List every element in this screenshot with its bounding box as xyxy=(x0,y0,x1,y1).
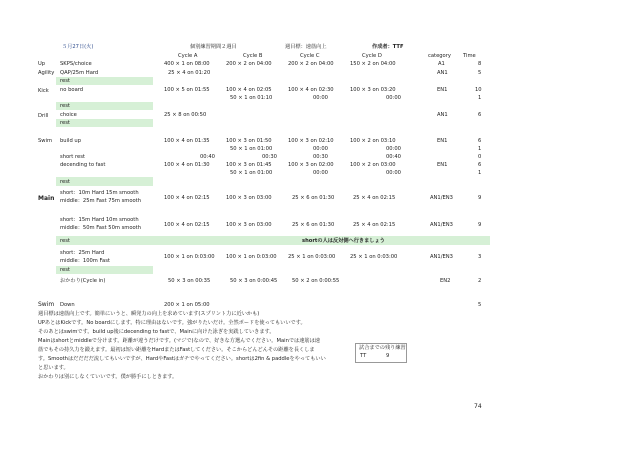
cycle-c-cell: 100 × 3 on 02:10 xyxy=(288,138,334,144)
time-cell: 6 xyxy=(478,112,482,118)
menu-cell: middle：25m Fast 75m smooth xyxy=(60,198,142,204)
time-header: Time xyxy=(463,53,476,59)
cycle-c-cell: 100 × 3 on 02:00 xyxy=(288,162,334,168)
cycle-c-cell: 25 × 6 on 01:30 xyxy=(292,222,335,228)
category-header: category xyxy=(428,53,451,59)
cycle-a-cell: 100 × 4 on 01:35 xyxy=(164,138,210,144)
time-cell: 10 xyxy=(475,87,482,93)
category-cell: EN1 xyxy=(437,138,448,144)
cycle-b-cell: 100 × 3 on 03:00 xyxy=(226,195,272,201)
cycle-a-cell: 200 × 1 on 05:00 xyxy=(164,302,210,308)
note-line: 筋でもその持久力を鍛えます。最初は短い距離をHardまたはFastしてください。そこからどんどんその距離を長くしま xyxy=(38,347,315,353)
menu-cell: middle：100m Fast xyxy=(60,258,110,264)
cycle-b-cell: 100 × 3 on 01:50 xyxy=(226,138,272,144)
cycle-a-header: Cycle A xyxy=(178,53,198,59)
rest-label: rest xyxy=(60,237,70,244)
remaining-practice-box xyxy=(355,343,407,363)
remaining-title: 試合までの残り練習 xyxy=(359,345,406,351)
cycle-a-cell: 100 × 4 on 02:15 xyxy=(164,195,210,201)
page-number: 74 xyxy=(474,403,482,410)
cycle-c-cell: 00:00 xyxy=(313,146,328,152)
category-cell: A1 xyxy=(438,61,445,67)
time-cell: 1 xyxy=(478,146,482,152)
section-label: Drill xyxy=(38,113,49,119)
cycle-a-cell: 100 × 1 on 0:03:00 xyxy=(164,254,215,260)
cycle-d-cell: 00:40 xyxy=(386,154,401,160)
rest-label: rest xyxy=(60,78,70,84)
cycle-b-cell: 100 × 1 on 0:03:00 xyxy=(226,254,277,260)
note-line: UPあとはKickです。No boardにします。特に理由はないです。強がりたいだけ。全然ボードを使ってもいいです。 xyxy=(38,320,306,326)
note-line: Mainはshortとmiddleで分けます。距離が違うだけです。(マジで)なので、好きな方選んでください。Mainでは速筋は速 xyxy=(38,338,320,344)
time-cell: 5 xyxy=(478,302,482,308)
cycle-a-cell: 50 × 3 on 00:35 xyxy=(168,278,211,284)
note-line: 週目標は速筋向上です。簡単にいうと、瞬発力の向上を求めています(スプリント力に近いかも) xyxy=(38,311,260,317)
cycle-b-cell: 50 × 1 on 01:00 xyxy=(230,146,273,152)
section-label: Swim xyxy=(38,301,55,308)
cycle-d-cell: 100 × 3 on 03:20 xyxy=(350,87,396,93)
note-line: と思います。 xyxy=(38,365,69,371)
menu-cell: middle：50m Fast 50m smooth xyxy=(60,225,142,231)
cycle-d-cell: 25 × 4 on 02:15 xyxy=(353,222,396,228)
category-cell: EN1 xyxy=(437,162,448,168)
menu-cell: choice xyxy=(60,112,77,118)
cycle-c-cell: 200 × 2 on 04:00 xyxy=(288,61,334,67)
cycle-b-cell: 50 × 1 on 01:00 xyxy=(230,170,273,176)
cycle-a-cell: 100 × 4 on 01:30 xyxy=(164,162,210,168)
cycle-c-cell: 00:00 xyxy=(313,95,328,101)
header-date: ５月27日(火) xyxy=(62,44,94,50)
cycle-a-cell: 25 × 4 on 01:20 xyxy=(168,70,211,76)
cycle-b-cell: 100 × 3 on 01:45 xyxy=(226,162,272,168)
menu-cell: QAP/25m Hard xyxy=(60,70,99,76)
cycle-d-cell: 00:00 xyxy=(386,95,401,101)
section-label: Up xyxy=(38,61,46,67)
cycle-c-cell: 25 × 1 on 0:03:00 xyxy=(288,254,336,260)
cycle-c-cell: 50 × 2 on 0:00:55 xyxy=(292,278,340,284)
remaining-value: 9 xyxy=(386,353,390,359)
section-label: Main xyxy=(38,195,55,202)
menu-cell: short rest xyxy=(60,154,85,160)
cycle-a-cell: 400 × 1 on 08:00 xyxy=(164,61,210,67)
cycle-d-cell: 100 × 2 on 03:10 xyxy=(350,138,396,144)
header-period: 個別練習期間２週目 xyxy=(190,44,237,50)
category-cell: EN2 xyxy=(440,278,451,284)
header-author: 作成者：TTF xyxy=(372,44,404,50)
cycle-a-cell: 25 × 8 on 00:50 xyxy=(164,112,207,118)
cycle-c-cell: 25 × 6 on 01:30 xyxy=(292,195,335,201)
rest-band xyxy=(56,177,153,186)
cycle-c-cell: 100 × 4 on 02:30 xyxy=(288,87,334,93)
cycle-d-cell: 150 × 2 on 04:00 xyxy=(350,61,396,67)
note-line: そのあとはswimです。build up後にdecending to fastで、Mainに向けた泳ぎを実践していきます。 xyxy=(38,329,275,335)
menu-cell: short：10m Hard 15m smooth xyxy=(60,190,139,196)
rest-band xyxy=(56,119,153,127)
cycle-d-cell: 25 × 4 on 02:15 xyxy=(353,195,396,201)
cycle-b-header: Cycle B xyxy=(243,53,263,59)
cycle-b-cell: 100 × 4 on 02:05 xyxy=(226,87,272,93)
rest-label: rest xyxy=(60,178,70,185)
section-label: Agility xyxy=(38,70,55,76)
category-cell: AN1/EN3 xyxy=(430,195,453,201)
cycle-c-header: Cycle C xyxy=(300,53,320,59)
time-cell: 1 xyxy=(478,95,482,101)
menu-cell: おかわり(Cycle in) xyxy=(60,278,106,284)
category-cell: AN1 xyxy=(437,112,448,118)
menu-cell: short：25m Hard xyxy=(60,250,105,256)
time-cell: 3 xyxy=(478,254,482,260)
rest-label: rest xyxy=(60,267,70,273)
cycle-c-cell: 00:00 xyxy=(313,170,328,176)
menu-cell: short：15m Hard 10m smooth xyxy=(60,217,139,223)
cycle-a-cell: 00:40 xyxy=(200,154,215,160)
category-cell: EN1 xyxy=(437,87,448,93)
cycle-a-cell: 100 × 4 on 02:15 xyxy=(164,222,210,228)
cycle-b-cell: 00:30 xyxy=(262,154,277,160)
cycle-d-header: Cycle D xyxy=(362,53,382,59)
time-cell: 2 xyxy=(478,278,482,284)
time-cell: 9 xyxy=(478,195,482,201)
rest-band xyxy=(56,102,153,110)
remaining-label: TT xyxy=(360,353,367,359)
cycle-b-cell: 50 × 1 on 01:10 xyxy=(230,95,273,101)
category-cell: AN1 xyxy=(437,70,448,76)
time-cell: 9 xyxy=(478,222,482,228)
rest-note: shortの人は反対側へ行きましょう xyxy=(302,237,385,244)
cycle-d-cell: 00:00 xyxy=(386,146,401,152)
menu-cell: no board xyxy=(60,87,84,93)
menu-cell: Down xyxy=(60,302,75,308)
time-cell: 5 xyxy=(478,70,482,76)
cycle-c-cell: 00:30 xyxy=(313,154,328,160)
note-line: す。Smoothはだだだだ流してもいいですが、HardやFastはガチでやってください。shortは2fin & paddleをやってもいい xyxy=(38,356,326,362)
time-cell: 6 xyxy=(478,162,482,168)
menu-cell: build up xyxy=(60,138,81,144)
time-cell: 8 xyxy=(478,61,482,67)
menu-cell: SKPS/choice xyxy=(60,61,92,67)
category-cell: AN1/EN3 xyxy=(430,254,453,260)
menu-cell: decending to fast xyxy=(60,162,106,168)
time-cell: 1 xyxy=(478,170,482,176)
cycle-a-cell: 100 × 5 on 01:55 xyxy=(164,87,210,93)
rest-label: rest xyxy=(60,103,70,109)
cycle-b-cell: 100 × 3 on 03:00 xyxy=(226,222,272,228)
note-line: おかわりは別にしなくていいです。僕が勝手にしときます。 xyxy=(38,374,178,380)
category-cell: AN1/EN3 xyxy=(430,222,453,228)
cycle-b-cell: 50 × 3 on 0:00:45 xyxy=(230,278,278,284)
time-cell: 6 xyxy=(478,138,482,144)
time-cell: 0 xyxy=(478,154,482,160)
rest-band xyxy=(56,266,153,274)
header-weekly-goal: 週目標：速筋向上 xyxy=(285,44,327,50)
cycle-d-cell: 00:00 xyxy=(386,170,401,176)
cycle-b-cell: 200 × 2 on 04:00 xyxy=(226,61,272,67)
rest-band xyxy=(56,77,153,85)
rest-band xyxy=(56,236,490,245)
cycle-d-cell: 25 × 1 on 0:03:00 xyxy=(350,254,398,260)
rest-label: rest xyxy=(60,120,70,126)
section-label: Kick xyxy=(38,88,49,94)
section-label: Swim xyxy=(38,138,53,144)
cycle-d-cell: 100 × 2 on 03:00 xyxy=(350,162,396,168)
